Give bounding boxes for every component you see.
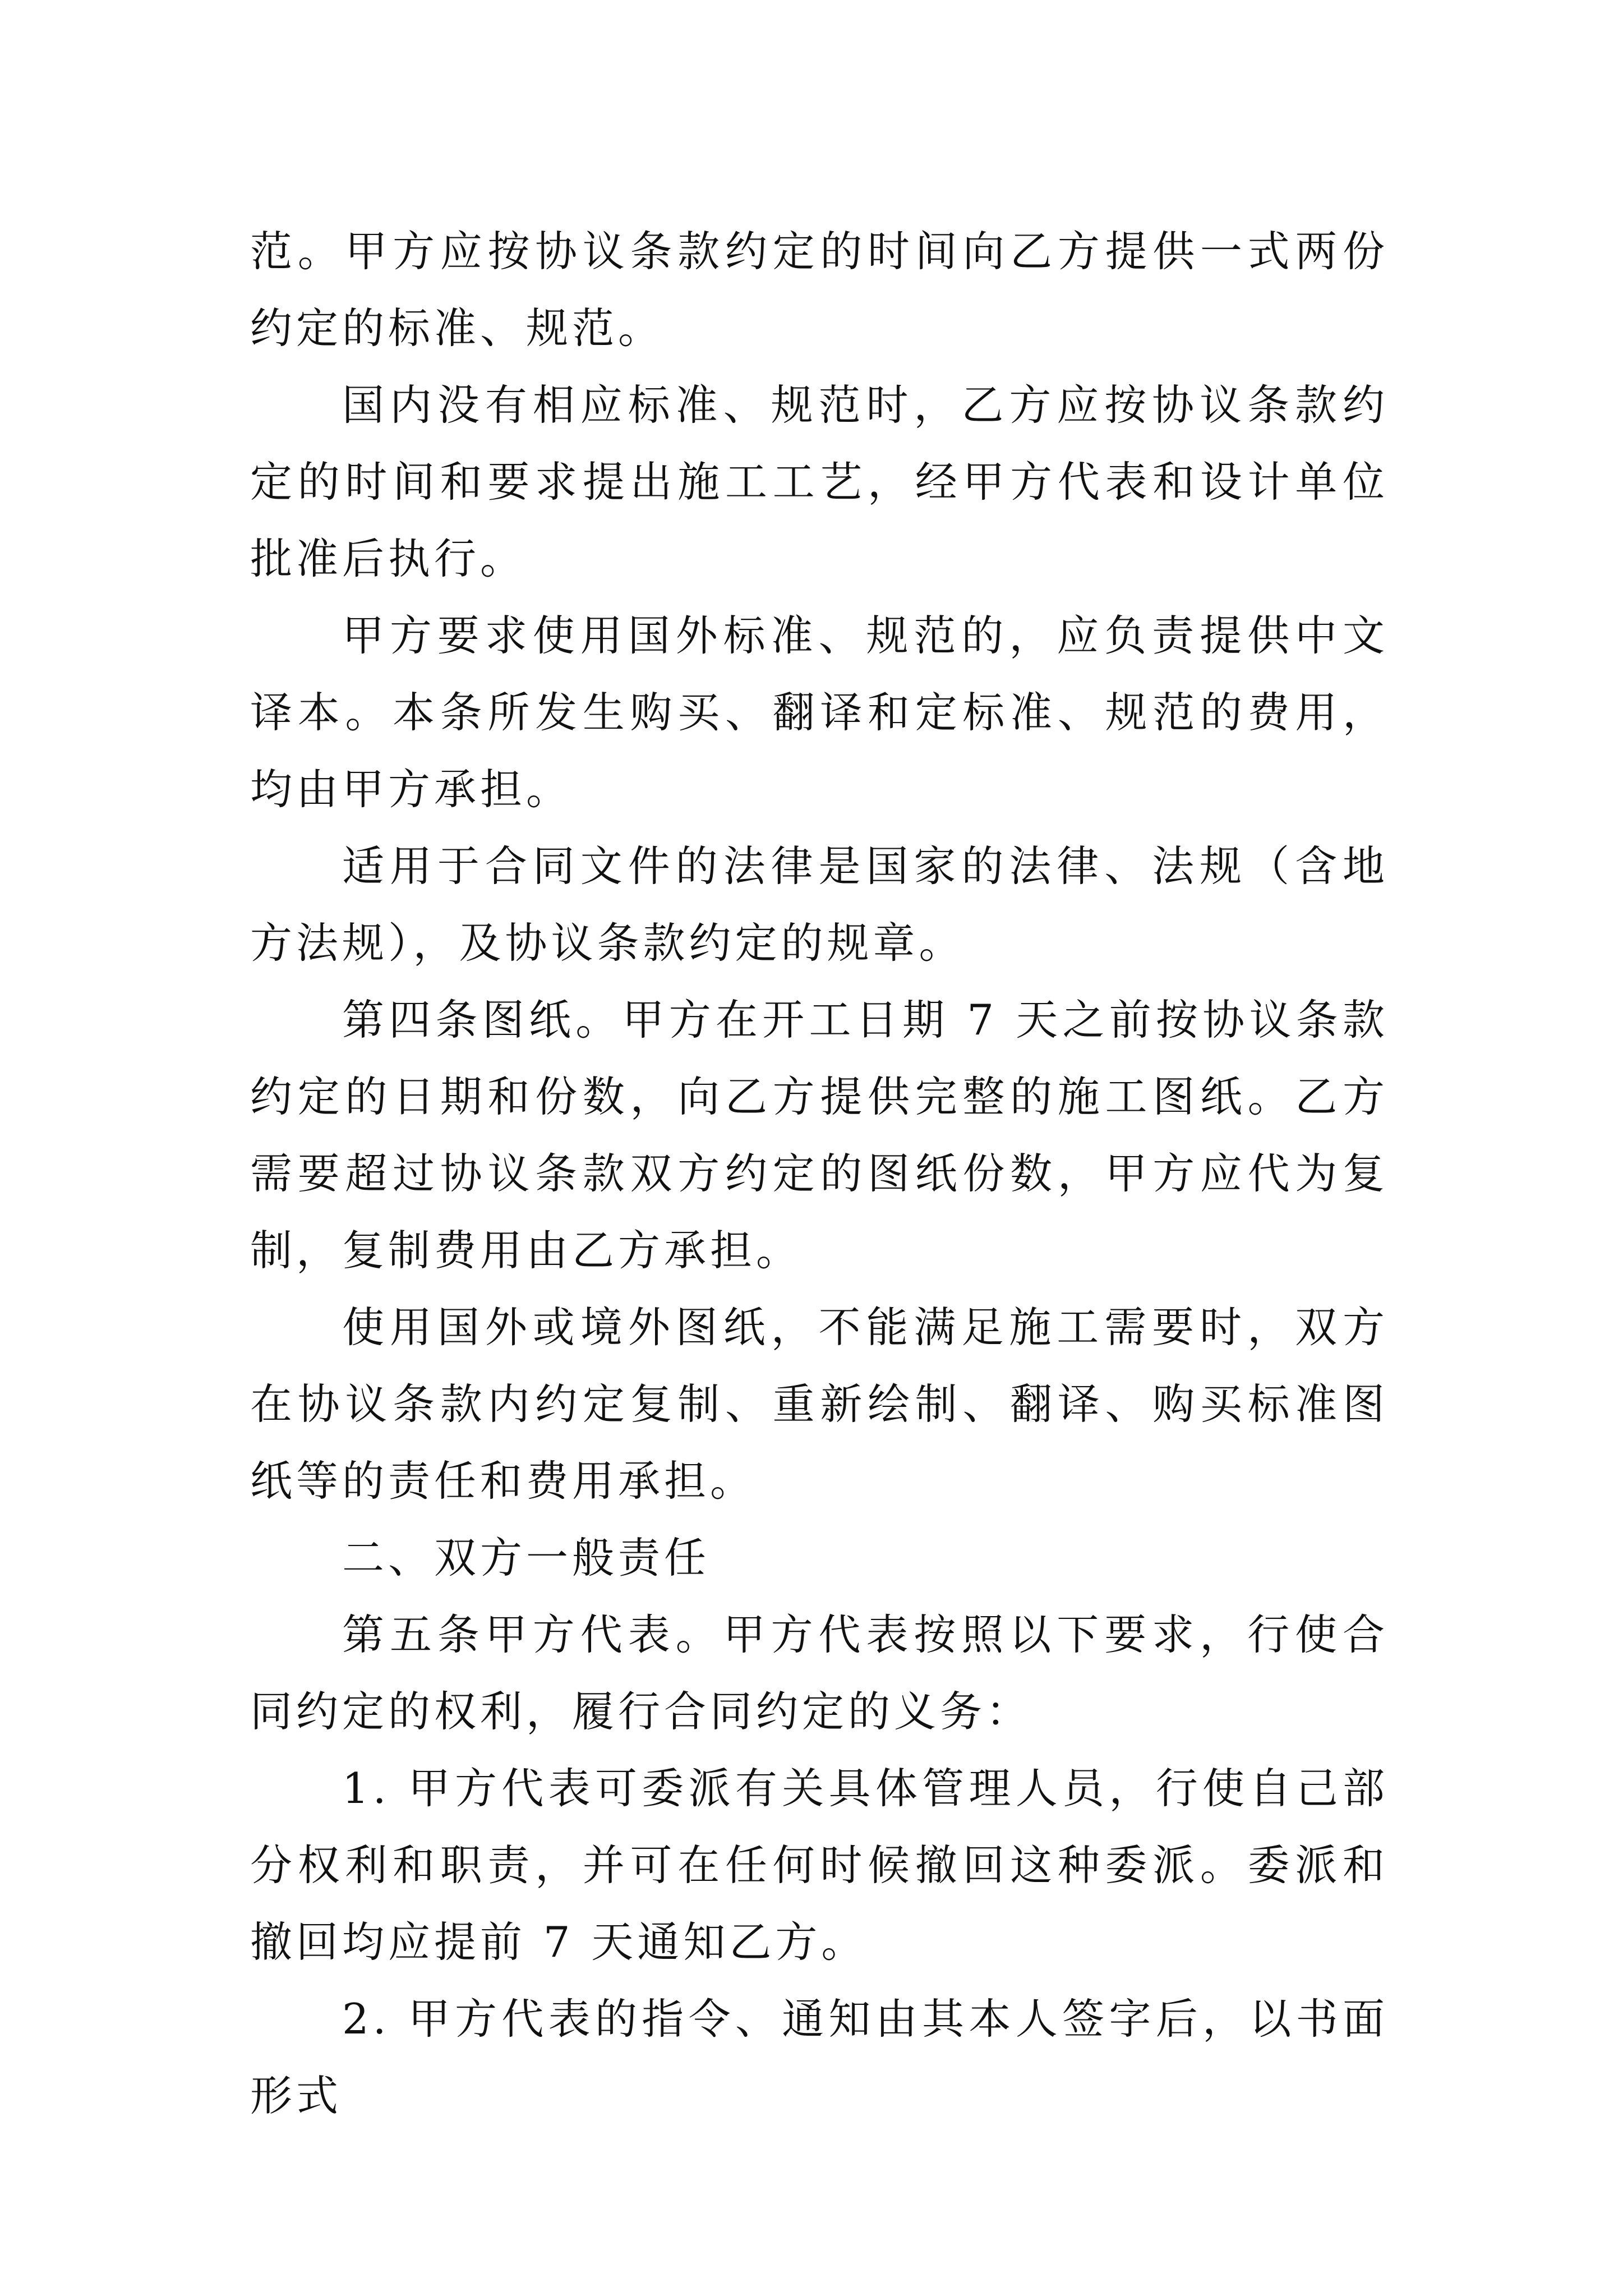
paragraph-item-2: 2. 甲方代表的指令、通知由其本人签字后，以书面形式: [250, 1994, 1389, 2120]
paragraph-article-5-representative: 第五条甲方代表。甲方代表按照以下要求，行使合同约定的权利，履行合同约定的义务：: [250, 1610, 1389, 1736]
paragraph-applicable-law: 适用于合同文件的法律是国家的法律、法规（含地方法规），及协议条款约定的规章。: [250, 841, 1389, 968]
section-heading-general-responsibilities: 二、双方一般责任: [342, 1533, 711, 1582]
document-body: [250, 213, 1389, 2134]
paragraph-article-4-drawings: 第四条图纸。甲方在开工日期 7 天之前按协议条款约定的日期和份数，向乙方提供完整的施工图纸。乙方需要超过协议条款双方约定的图纸份数，甲方应代为复制，复制费用由乙方承担。: [250, 995, 1389, 1275]
paragraph-standards-continued: 范。甲方应按协议条款约定的时间向乙方提供一式两份约定的标准、规范。: [250, 227, 1389, 353]
paragraph-foreign-drawings: 使用国外或境外图纸，不能满足施工需要时，双方在协议条款内约定复制、重新绘制、翻译、购买标准图纸等的责任和费用承担。: [250, 1303, 1389, 1506]
paragraph-item-1: 1. 甲方代表可委派有关具体管理人员，行使自己部分权利和职责，并可在任何时候撤回这种委派。委派和撤回均应提前 7 天通知乙方。: [250, 1764, 1389, 1967]
paragraph-no-domestic-standards: 国内没有相应标准、规范时，乙方应按协议条款约定的时间和要求提出施工工艺，经甲方代表和设计单位批准后执行。: [250, 380, 1389, 583]
paragraph-foreign-standards: 甲方要求使用国外标准、规范的，应负责提供中文译本。本条所发生购买、翻译和定标准、规范的费用，均由甲方承担。: [250, 611, 1389, 814]
